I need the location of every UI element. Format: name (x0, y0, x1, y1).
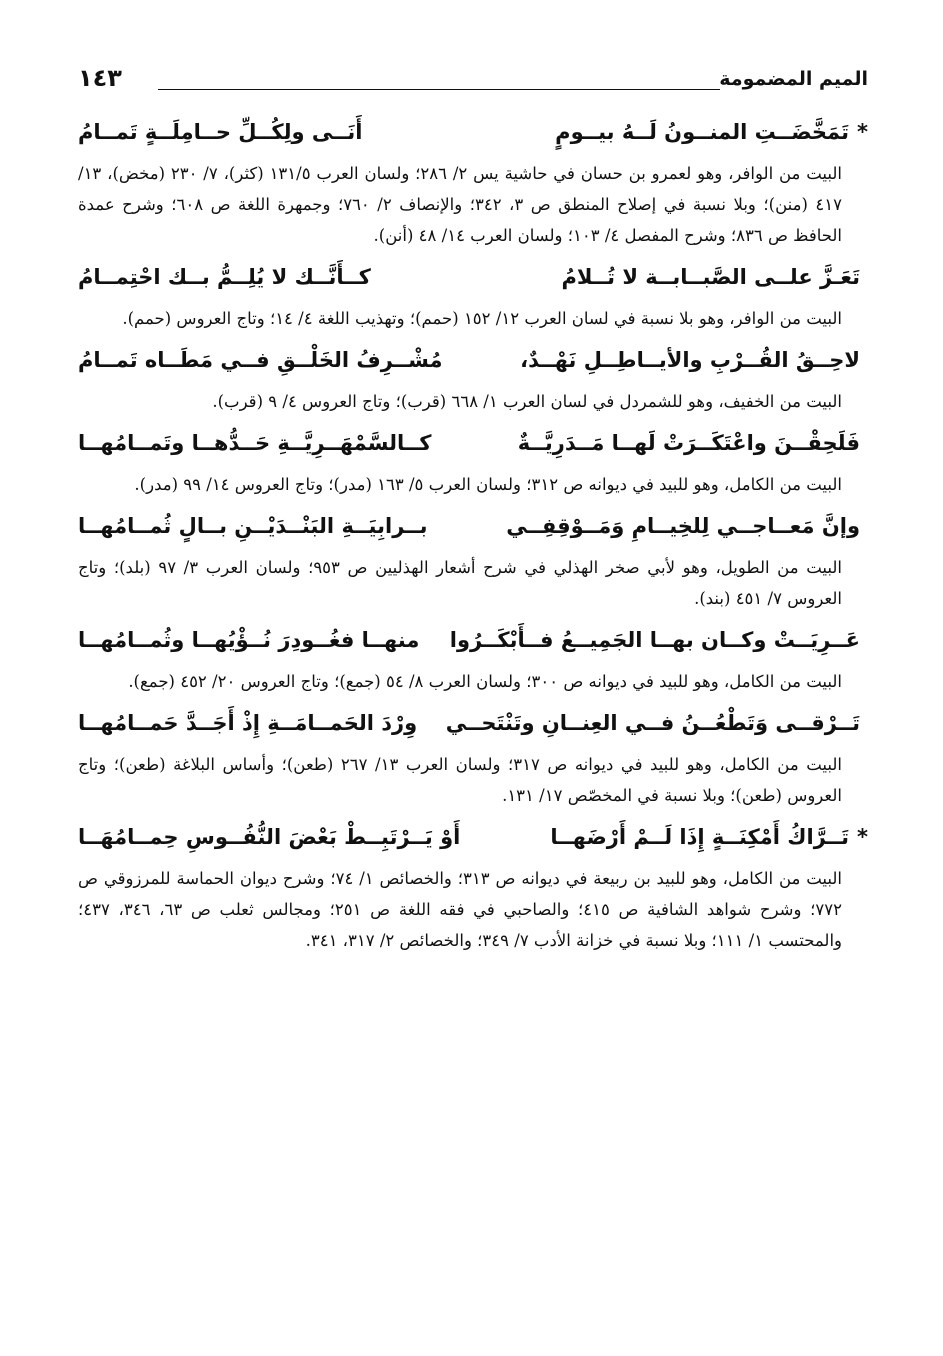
verse-note: البيت من الوافر، وهو لعمرو بن حسان في حاشية يس ٢/ ٢٨٦؛ ولسان العرب ١٣١/٥ (كثر)، ٧/ ٢٣٠ (مخض)، ١٣/ ٤١٧ (منن)؛ وبلا نسبة في إصلاح المنطق ص ٣، ٣٤٢؛ والإنصاف ٢/ ٧٦٠؛ وجمهرة اللغة ص ٦٠٨؛ وشرح عمدة الحافظ ص ٨٣٦؛ وشرح المفصل ٤/ ١٠٣؛ ولسان العرب ١٤/ ٤٨ (أنن). (78, 164, 842, 245)
verse-line (78, 417, 868, 469)
verse-line (78, 106, 868, 158)
hemistich-second: أَوْ يَــرْتَبِــطْ بَعْضَ النُّفُــوسِ حِمــامُهَــا (78, 825, 461, 849)
hemistich-first: وإنَّ مَعــاجــي لِلخِيــامِ وَمَــوْقِفِــي (506, 514, 860, 538)
verse-line (78, 811, 868, 863)
hemistich-first: تَعَـزَّ علــى الصَّبــابــة لا تُــلامُ (561, 265, 860, 289)
verse-line (78, 334, 868, 386)
verse-line (78, 251, 868, 303)
verse-line (78, 614, 868, 666)
star-marker: * (857, 825, 868, 849)
page-number: ١٤٣ (78, 64, 122, 92)
hemistich-second: بــرابِيَــةِ البَنْــدَيْــنِ بــالٍ ثُمــامُهــا (78, 514, 428, 538)
verse-note: البيت من الكامل، وهو للبيد في ديوانه ص ٣٠٠؛ ولسان العرب ٨/ ٥٤ (جمع)؛ وتاج العروس ٢٠/ ٤٥٢ (جمع). (128, 672, 842, 691)
entry-4 (78, 417, 868, 500)
hemistich-first: تَــرَّاكُ أَمْكِنَــةٍ إِذَا لَــمْ أَرْضَهــا (550, 825, 850, 849)
verse-line (78, 697, 868, 749)
chapter-title: الميم المضمومة (719, 68, 868, 90)
hemistich-second: كــأَنَّــك لا يُلِــمُّ بــك احْتِمــامُ (78, 265, 371, 289)
hemistich-second: مُشْــرِفُ الخَلْــقِ فــي مَطَــاه تَمــامُ (78, 348, 443, 372)
hemistich-first: تَــرْقــى وَتَطْعُــنُ فــي العِنــانِ وتَنْتَحــي (445, 711, 860, 735)
page-header (78, 60, 868, 106)
hemistich-second: منهــا فغُــودِرَ نُــؤْيُهــا وثُمــامُهــا (78, 628, 420, 652)
header-rule (158, 89, 720, 90)
entry-8 (78, 811, 868, 956)
verse-note: البيت من الطويل، وهو لأبي صخر الهذلي في شرح أشعار الهذليين ص ٩٥٣؛ ولسان العرب ٣/ ٩٧ (بلد)؛ وتاج العروس ٧/ ٤٥١ (بند). (78, 558, 842, 608)
hemistich-first: عَــرِيَــتْ وكــان بهــا الجَمِيــعُ فــأَبْكَــرُوا (449, 628, 860, 652)
entry-7 (78, 697, 868, 811)
verse-note: البيت من الخفيف، وهو للشمردل في لسان العرب ١/ ٦٦٨ (قرب)؛ وتاج العروس ٤/ ٩ (قرب). (212, 392, 842, 411)
hemistich-second: أَنَــى ولِكُــلِّ حــامِلَــةٍ تَمــامُ (78, 120, 363, 144)
hemistich-second: وِرْدَ الحَمــامَــةِ إِذْ أَجَــدَّ حَمــامُهــا (78, 711, 418, 735)
entry-2 (78, 251, 868, 334)
entry-1 (78, 106, 868, 251)
verse-note: البيت من الكامل، وهو للبيد في ديوانه ص ٣١٢؛ ولسان العرب ٥/ ١٦٣ (مدر)؛ وتاج العروس ١٤/ ٩٩ (مدر). (134, 475, 842, 494)
star-marker: * (857, 120, 868, 144)
verse-note: البيت من الكامل، وهو للبيد بن ربيعة في ديوانه ص ٣١٣؛ والخصائص ١/ ٧٤؛ وشرح ديوان الحماسة للمرزوقي ص ٧٧٢؛ وشرح شواهد الشافية ص ٤١٥؛ والصاحبي في فقه اللغة ص ٢٥١؛ ومجالس ثعلب ص ٦٣، ٣٤٦، ٤٣٧؛ والمحتسب ١/ ١١١؛ وبلا نسبة في خزانة الأدب ٧/ ٣٤٩؛ والخصائص ٢/ ٣١٧، ٣٤١. (78, 869, 843, 950)
entry-6 (78, 614, 868, 697)
entries (78, 106, 868, 956)
hemistich-second: كــالسَّمْهَــرِيَّــةِ حَــدُّهــا وتَمــامُهــا (78, 431, 432, 455)
entry-5 (78, 500, 868, 614)
verse-note: البيت من الكامل، وهو للبيد في ديوانه ص ٣١٧؛ ولسان العرب ١٣/ ٢٦٧ (طعن)؛ وأساس البلاغة (طعن)؛ وتاج العروس (طعن)؛ وبلا نسبة في المخصّص ١٧/ ١٣١. (78, 755, 842, 805)
entry-3 (78, 334, 868, 417)
book-page (78, 60, 868, 1330)
hemistich-first: لاحِــقُ القُــرْبِ والأيــاطِــلِ نَهْــدٌ، (520, 348, 860, 372)
hemistich-first: تَمَخَّضَــتِ المنــونُ لَــهُ بيــومٍ (555, 120, 850, 144)
hemistich-first: فَلَحِقْــنَ واعْتَكَــرَتْ لَهــا مَــدَرِيَّــةٌ (517, 431, 860, 455)
verse-note: البيت من الوافر، وهو بلا نسبة في لسان العرب ١٢/ ١٥٢ (حمم)؛ وتهذيب اللغة ٤/ ١٤؛ وتاج العروس (حمم). (122, 309, 842, 328)
verse-line (78, 500, 868, 552)
